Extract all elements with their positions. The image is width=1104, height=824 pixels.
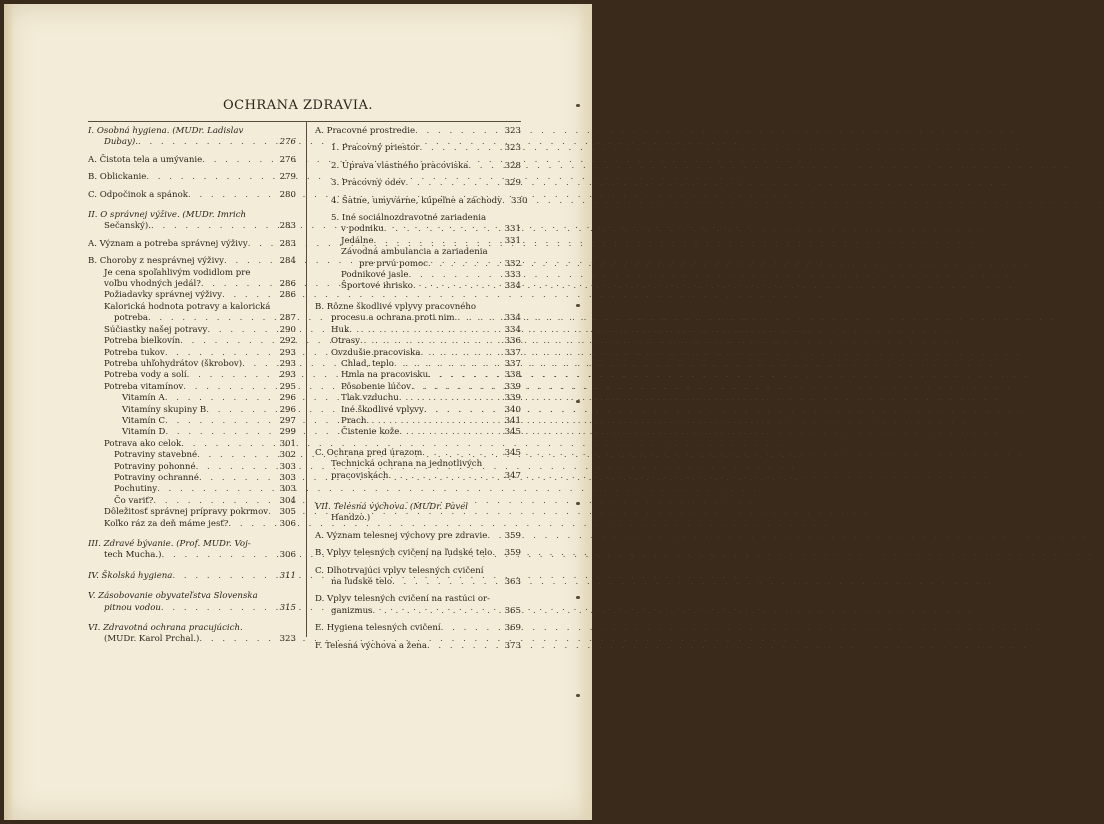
toc-entry: (MUDr. Karol Prchal.) . . . 323	[88, 634, 296, 645]
toc-entry-line: Handzo.)	[331, 513, 371, 524]
toc-entry: Čistenie kože . . . 345	[315, 427, 521, 438]
toc-entry: Potraviny stavebné . . . 302	[88, 450, 296, 461]
toc-entry: v podniku . . . 331	[315, 224, 521, 235]
toc-entry-line: B. Rôzne škodlivé vplyvy pracovného	[315, 301, 477, 312]
toc-entry: C. Ochrana pred úrazom . . . 345	[315, 448, 521, 459]
toc-entry: Súčiastky našej potravy . . . 290	[88, 325, 296, 336]
binding-hole-mark	[576, 400, 580, 403]
toc-entry: 1. Pracovný priestor . . . 323	[315, 143, 521, 154]
toc-entry: Vitamín D . . . 299	[88, 427, 296, 438]
toc-entry: Vitamín A . . . 296	[88, 393, 296, 404]
toc-entry: B. Oblickanie . . . 279	[88, 172, 296, 183]
toc-entry: tech Mucha.) . . . 306	[88, 550, 296, 561]
toc-section-heading: IV. Školská hygiena . . . 311	[88, 571, 296, 582]
binding-hole-mark	[576, 304, 580, 307]
toc-section-heading: II. O správnej výžive. (MUDr. Imrich	[88, 210, 247, 221]
toc-entry: Vitamín C . . . 297	[88, 416, 296, 427]
toc-left-column	[88, 121, 296, 646]
toc-entry: Potreba vody a solí . . . 293	[88, 370, 296, 381]
toc-entry: Ovzdušie pracoviska . . . 337	[315, 348, 521, 359]
toc-entry: Pôsobenie lúčov . . . 339	[315, 382, 521, 393]
toc-entry: 2. Úprava vlastného pracoviska . . . 328	[315, 161, 521, 172]
toc-entry: Potreba uhľohydrátov (škrobov) . . . 293	[88, 359, 296, 370]
toc-entry: B. Choroby z nesprávnej výživy . . . 284	[88, 256, 296, 267]
toc-entry: C. Odpočinok a spánok . . . 280	[88, 190, 296, 201]
toc-entry: A. Význam telesnej výchovy pre zdravie . . . 359	[315, 531, 521, 542]
toc-entry: A. Čistota tela a umývanie . . . 276	[88, 155, 296, 166]
toc-entry: A. Význam a potreba správnej výživy . . . 283	[88, 239, 296, 250]
toc-entry: Prach . . . 341	[315, 416, 521, 427]
toc-entry: Hmla na pracovisku . . . 338	[315, 370, 521, 381]
toc-entry-line: 5. Iné sociálnozdravotné zariadenia	[331, 213, 487, 224]
toc-entry: Dubay). . . . 276	[88, 137, 296, 148]
toc-entry: Čo variť? . . . 304	[88, 496, 296, 507]
toc-entry: pracoviskách . . . 347	[315, 471, 521, 482]
toc-section-heading: VII. Telesná výchova. (MUDr. Pavel	[315, 501, 469, 512]
toc-entry: na ľudské telo . . . 363	[315, 577, 521, 588]
toc-entry: Požiadavky správnej výživy . . . 286	[88, 290, 296, 301]
book-page	[4, 4, 592, 820]
toc-entry: Potrava ako celok . . . 301	[88, 439, 296, 450]
toc-section-heading: VI. Zdravotná ochrana pracujúcich.	[88, 623, 243, 634]
toc-entry-line: Kalorická hodnota potravy a kalorická	[104, 301, 271, 312]
toc-entry: F. Telesná výchova a žena . . . 373	[315, 641, 521, 652]
page-title: OCHRANA ZDRAVIA.	[222, 98, 374, 113]
toc-entry: procesu a ochrana proti nim . . . 334	[315, 313, 521, 324]
binding-hole-mark	[576, 502, 580, 505]
toc-entry: Potreba bielkovín . . . 292	[88, 336, 296, 347]
toc-entry: Potreba tukov . . . 293	[88, 348, 296, 359]
toc-entry: Tlak vzduchu . . . 339	[315, 393, 521, 404]
toc-entry: Iné škodlivé vplyvy . . . 340	[315, 405, 521, 416]
binding-hole-mark	[576, 596, 580, 599]
toc-entry: Vitamíny skupiny B . . . 296	[88, 405, 296, 416]
toc-entry: E. Hygiena telesných cvičení . . . 369	[315, 623, 521, 634]
toc-entry-line: Závodná ambulancia a zariadenia	[341, 247, 488, 258]
toc-entry: B. Vplyv telesných cvičení na ľudské telo . . . 359	[315, 548, 521, 559]
toc-entry: Pochutiny . . . 303	[88, 484, 296, 495]
toc-entry: Podnikové jasle . . . 333	[315, 270, 521, 281]
toc-entry: Huk . . . 334	[315, 325, 521, 336]
toc-entry: pitnou vodou . . . 315	[88, 603, 296, 614]
toc-entry: Potraviny pohonné . . . 303	[88, 462, 296, 473]
toc-entry: Jedálne . . . 331	[315, 236, 521, 247]
toc-entry: voľbu vhodných jedál? . . . 286	[88, 279, 296, 290]
toc-entry: Otrasy . . . 336	[315, 336, 521, 347]
toc-entry-line: C. Dlhotrvajúci vplyv telesných cvičení	[315, 565, 484, 576]
toc-entry: pre prvú pomoc . . . 332	[315, 259, 521, 270]
toc-entry-line: Je cena spoľahlivým vodidlom pre	[104, 267, 251, 278]
toc-entry: 4. Šatne, umyvárne, kúpeľne a záchody . . . 330	[315, 196, 521, 207]
binding-hole-mark	[576, 694, 580, 697]
toc-entry: Sečanský). . . . 283	[88, 221, 296, 232]
page-edge-shadow-left	[4, 4, 14, 820]
toc-section-heading: III. Zdravé bývanie. (Prof. MUDr. Voj-	[88, 539, 251, 549]
toc-entry: Potreba vitamínov . . . 295	[88, 382, 296, 393]
toc-right-column	[315, 121, 528, 652]
toc-entry: potreba . . . 287	[88, 313, 296, 324]
toc-entry: Chlad, teplo . . . 337	[315, 359, 521, 370]
toc-entry: Športové ihrisko . . . 334	[315, 281, 521, 292]
toc-entry: Potraviny ochranné . . . 303	[88, 473, 296, 484]
toc-entry: Dôležitosť správnej prípravy pokrmov . . . 305	[88, 507, 296, 518]
toc-section-heading: I. Osobná hygiena. (MUDr. Ladislav	[88, 126, 244, 136]
toc-entry-line: D. Vplyv telesných cvičení na rastúci or-	[315, 594, 491, 605]
toc-entry: A. Pracovné prostredie . . . 323	[315, 126, 521, 137]
toc-entry-line: Technická ochrana na jednotlivých	[331, 459, 483, 470]
toc-entry: 3. Pracovný odev . . . 329	[315, 178, 521, 189]
toc-entry: Koľko ráz za deň máme jesť? . . . 306	[88, 519, 296, 530]
toc-section-heading: V. Zásobovanie obyvateľstva Slovenska	[88, 591, 258, 602]
binding-hole-mark	[576, 104, 580, 107]
toc-entry: ganizmus . . . 365	[315, 606, 521, 617]
